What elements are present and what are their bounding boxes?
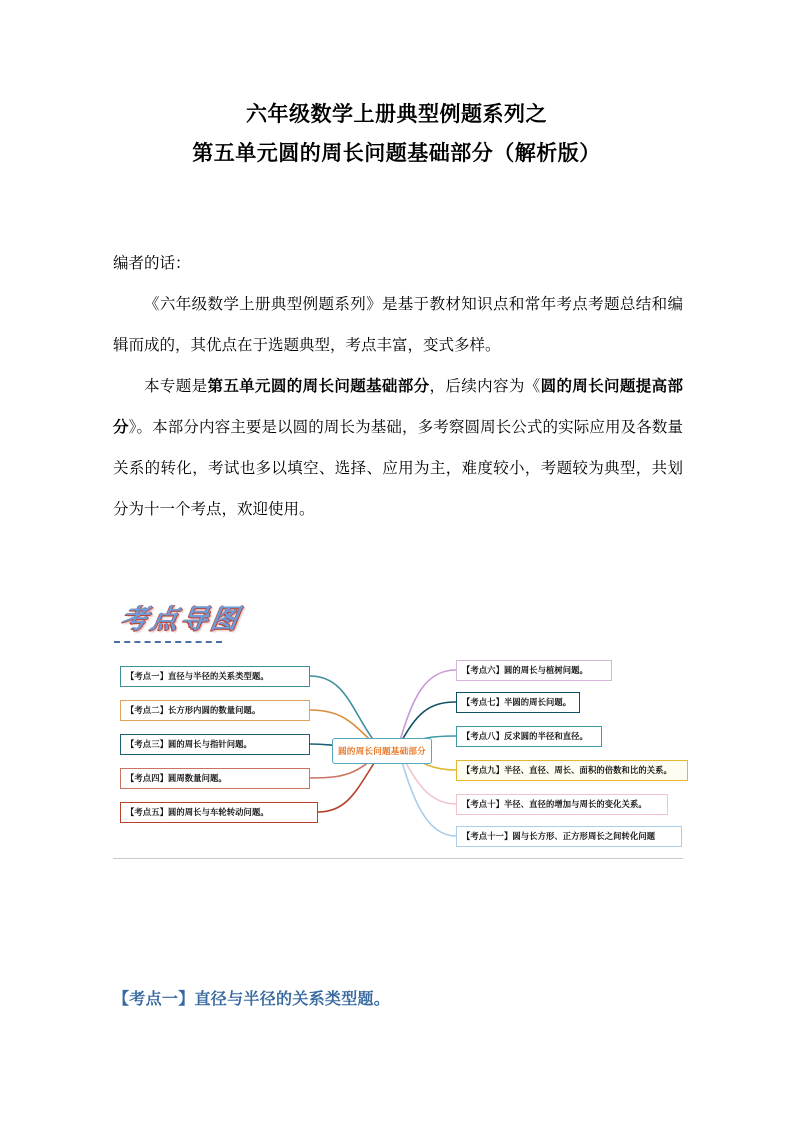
mindmap-node-8[interactable]: 【考点八】反求圆的半径和直径。 <box>456 726 602 747</box>
mindmap-node-3[interactable]: 【考点三】圆的周长与指针问题。 <box>120 734 310 755</box>
mindmap-node-7[interactable]: 【考点七】半圆的周长问题。 <box>456 692 580 713</box>
p2-bold1: 第五单元圆的周长问题基础部分 <box>207 378 430 395</box>
art-heading-block <box>118 601 338 653</box>
preface-body <box>113 243 683 530</box>
p2-part1: 本专题是 <box>144 378 208 395</box>
horizontal-divider <box>113 858 683 859</box>
section-heading-kaodian-1: 【考点一】直径与半径的关系类型题。 <box>113 991 391 1008</box>
mindmap-node-10[interactable]: 【考点十】半径、直径的增加与周长的变化关系。 <box>456 794 668 815</box>
mindmap-node-2[interactable]: 【考点二】长方形内圆的数量问题。 <box>120 700 310 721</box>
page-title <box>0 95 793 173</box>
p2-bold2: 圆的周长问题提高部分 <box>113 378 683 436</box>
preface-paragraph-2 <box>113 366 683 530</box>
mindmap-node-6[interactable]: 【考点六】圆的周长与植树问题。 <box>456 660 612 681</box>
mindmap-node-11[interactable]: 【考点十一】圆与长方形、正方形周长之间转化问题 <box>456 826 682 847</box>
preface-label: 编者的话： <box>113 255 191 272</box>
mindmap-node-5[interactable]: 【考点五】圆的周长与车轮转动问题。 <box>120 802 318 823</box>
p2-part2: ，后续内容为《 <box>429 378 541 395</box>
title-line-2: 第五单元圆的周长问题基础部分（解析版） <box>192 142 601 165</box>
mindmap-node-4[interactable]: 【考点四】圆周数量问题。 <box>120 768 310 789</box>
preface-paragraph-1: 《六年级数学上册典型例题系列》是基于教材知识点和常年考点考题总结和编辑而成的，其优点在于选题典型，考点丰富，变式多样。 <box>113 296 683 354</box>
mindmap-node-9[interactable]: 【考点九】半径、直径、周长、面积的倍数和比的关系。 <box>456 760 688 781</box>
art-heading-underline <box>114 641 222 643</box>
art-heading-text: 考点导图 <box>118 604 244 634</box>
title-line-1: 六年级数学上册典型例题系列之 <box>246 103 547 126</box>
mindmap-node-1[interactable]: 【考点一】直径与半径的关系类型题。 <box>120 666 310 687</box>
p2-part3: 》。本部分内容主要是以圆的周长为基础，多考察圆周长公式的实际应用及各数量关系的转化，考试也多以填空、选择、应用为主，难度较小，考题较为典型，共划分为十一个考点，欢迎使用。 <box>113 419 683 518</box>
mindmap-diagram <box>120 656 690 848</box>
mindmap-center-node[interactable]: 圆的周长问题基础部分 <box>332 738 432 764</box>
